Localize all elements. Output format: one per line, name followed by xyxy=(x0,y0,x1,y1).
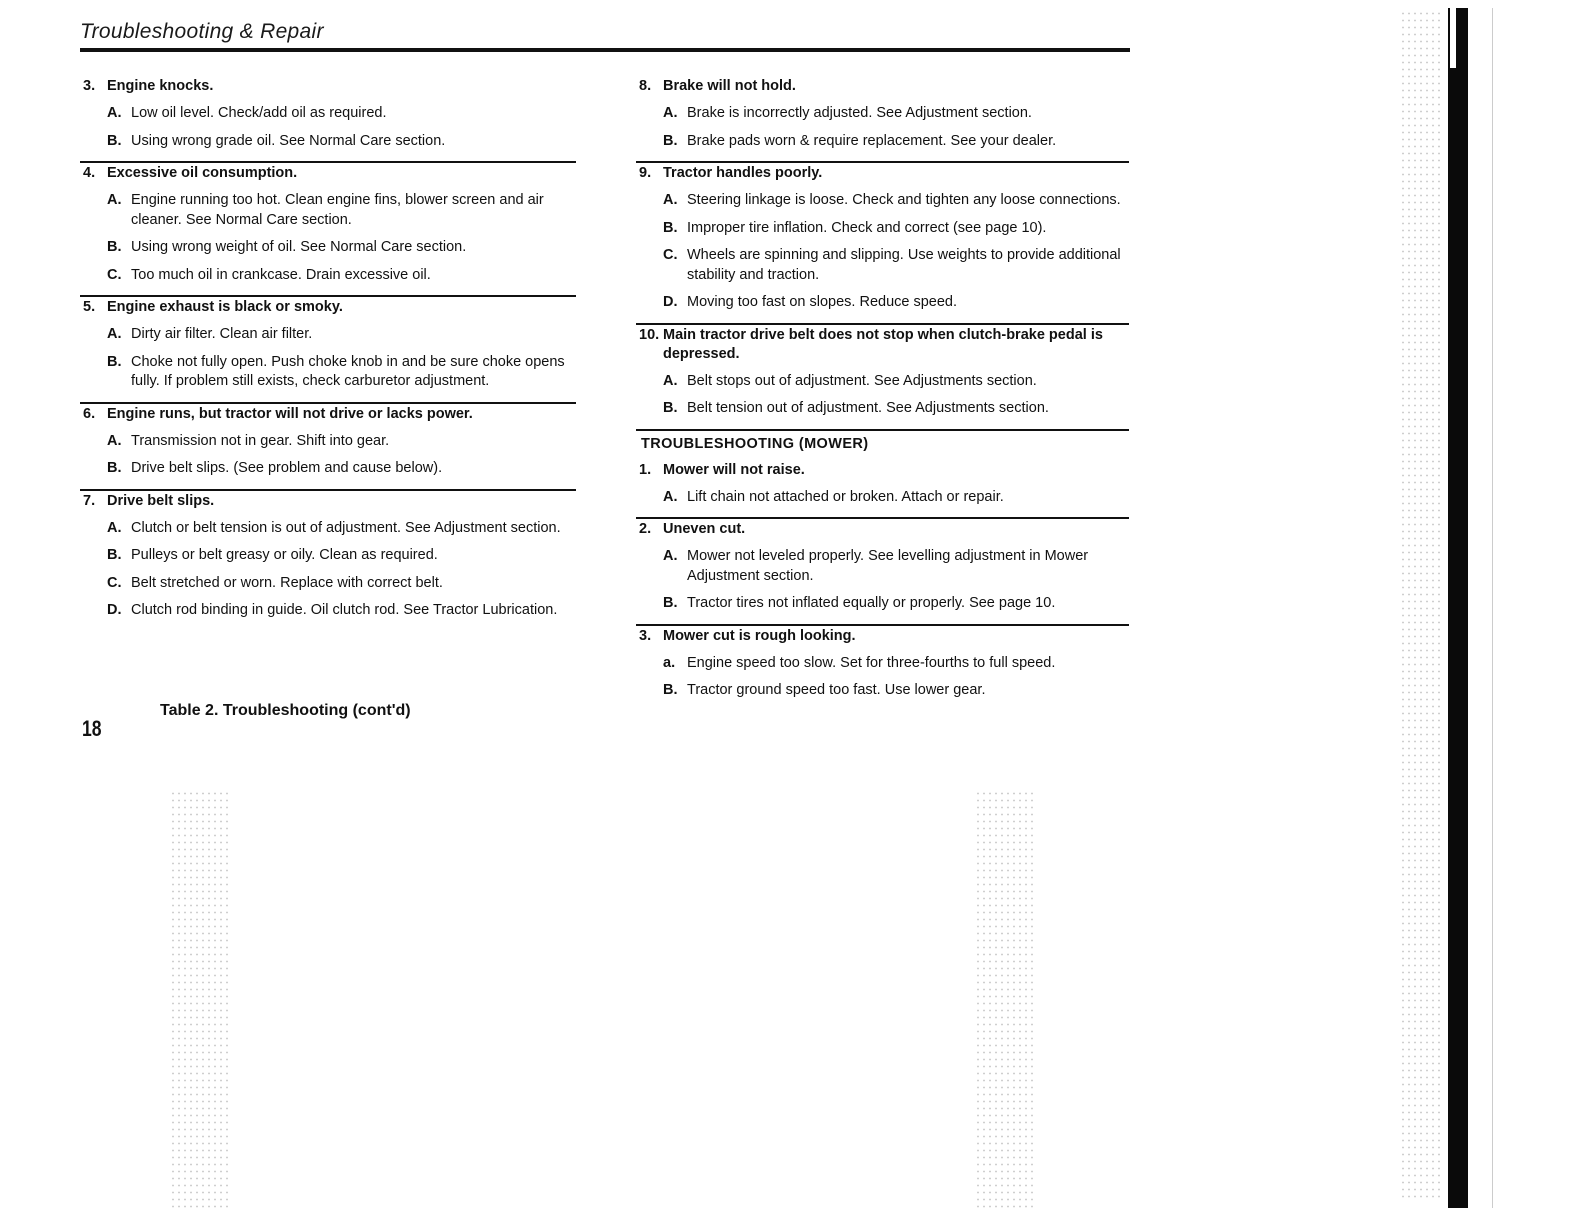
cause-item xyxy=(636,681,1129,701)
cause-item xyxy=(80,601,576,621)
problem-number: 7. xyxy=(83,492,96,509)
cause-text: Using wrong weight of oil. See Normal Care section. xyxy=(131,239,467,255)
cause-letter: B. xyxy=(107,239,122,255)
problem-title xyxy=(636,325,1129,364)
cause-letter: A. xyxy=(107,326,122,342)
cause-text: Too much oil in crankcase. Drain excessive oil. xyxy=(131,266,431,283)
cause-item xyxy=(80,574,576,594)
problem-title xyxy=(80,297,576,317)
cause-text: Using wrong grade oil. See Normal Care section. xyxy=(131,132,446,149)
problem-title-text: Tractor handles poorly. xyxy=(663,165,823,181)
cause-letter: C. xyxy=(663,247,678,263)
problem-title-text: Drive belt slips. xyxy=(107,492,215,509)
cause-item xyxy=(80,459,576,479)
cause-letter: A. xyxy=(107,432,122,449)
problem-number: 8. xyxy=(639,78,652,94)
cause-item xyxy=(636,191,1129,211)
cause-item xyxy=(636,104,1129,124)
cause-item xyxy=(80,238,576,258)
cause-item xyxy=(80,546,576,566)
problem-item xyxy=(80,404,576,491)
cause-letter: D. xyxy=(107,602,122,618)
problem-number: 3. xyxy=(639,627,652,644)
problem-number: 2. xyxy=(639,521,652,537)
problem-item xyxy=(636,626,1129,711)
cause-item xyxy=(80,191,576,230)
cause-letter: A. xyxy=(663,488,678,505)
cause-letter: B. xyxy=(107,460,122,476)
cause-item xyxy=(636,219,1129,239)
cause-letter: B. xyxy=(663,400,678,416)
cause-text: Wheels are spinning and slipping. Use weights to provide additional stability and traction. xyxy=(687,247,1121,283)
cause-item xyxy=(80,104,576,124)
cause-letter: A. xyxy=(663,105,678,121)
cause-item xyxy=(636,547,1129,586)
problem-title-text: Engine exhaust is black or smoky. xyxy=(107,299,343,315)
problem-item xyxy=(636,76,1129,163)
page-header-title: Troubleshooting & Repair xyxy=(80,20,324,43)
problem-title xyxy=(80,76,576,96)
left-column xyxy=(80,76,576,631)
problem-item xyxy=(636,519,1129,626)
problem-title-text: Mower will not raise. xyxy=(663,461,805,478)
scan-edge-line xyxy=(1492,8,1493,1208)
cause-letter: B. xyxy=(663,682,678,698)
cause-item xyxy=(636,293,1129,313)
scan-noise xyxy=(170,790,230,1210)
cause-text: Dirty air filter. Clean air filter. xyxy=(131,326,313,342)
cause-letter: B. xyxy=(107,353,122,370)
cause-item xyxy=(80,132,576,152)
cause-text: Belt stretched or worn. Replace with correct belt. xyxy=(131,574,443,591)
problem-number: 1. xyxy=(639,461,652,478)
problem-item xyxy=(636,163,1129,325)
cause-text: Tractor tires not inflated equally or properly. See page 10. xyxy=(687,595,1056,611)
scan-edge-band xyxy=(1448,8,1468,1208)
cause-text: Low oil level. Check/add oil as required. xyxy=(131,105,387,121)
problem-title-text: Uneven cut. xyxy=(663,521,746,537)
problem-title-text: Engine knocks. xyxy=(107,78,214,94)
problem-title xyxy=(80,163,576,183)
problem-number: 6. xyxy=(83,405,96,422)
problem-number: 5. xyxy=(83,299,96,315)
cause-item xyxy=(636,488,1129,508)
cause-text: Lift chain not attached or broken. Attach or repair. xyxy=(687,488,1004,505)
problem-title xyxy=(636,76,1129,96)
problem-item xyxy=(80,491,576,631)
cause-letter: B. xyxy=(663,132,678,149)
cause-letter: A. xyxy=(663,372,678,389)
problem-title-text: Excessive oil consumption. xyxy=(107,165,298,181)
cause-letter: B. xyxy=(663,595,678,611)
cause-text: Choke not fully open. Push choke knob in and be sure choke opens fully. If problem still exists, check carburetor adjustment. xyxy=(131,353,565,389)
problem-title xyxy=(636,519,1129,539)
cause-item xyxy=(636,654,1129,674)
cause-letter: A. xyxy=(107,192,122,208)
problem-item xyxy=(636,325,1129,431)
cause-text: Drive belt slips. (See problem and cause below). xyxy=(131,460,443,476)
cause-letter: A. xyxy=(663,548,678,564)
cause-item xyxy=(80,432,576,452)
problem-title-text: Engine runs, but tractor will not drive or lacks power. xyxy=(107,405,473,422)
cause-text: Steering linkage is loose. Check and tighten any loose connections. xyxy=(687,192,1121,208)
cause-text: Transmission not in gear. Shift into gear. xyxy=(131,432,390,449)
cause-letter: B. xyxy=(107,132,122,149)
cause-text: Brake pads worn & require replacement. See your dealer. xyxy=(687,132,1057,149)
problem-title xyxy=(636,626,1129,646)
mower-section-heading: TROUBLESHOOTING (MOWER) xyxy=(641,435,869,452)
scan-noise xyxy=(1400,10,1440,1200)
right-column xyxy=(636,76,1129,711)
cause-text: Belt stops out of adjustment. See Adjustments section. xyxy=(687,372,1037,389)
cause-letter: A. xyxy=(107,519,122,536)
cause-text: Moving too fast on slopes. Reduce speed. xyxy=(687,294,958,310)
mower-problems xyxy=(636,460,1129,711)
cause-letter: A. xyxy=(107,105,122,121)
cause-letter: B. xyxy=(663,219,678,236)
cause-letter: B. xyxy=(107,547,122,563)
cause-item xyxy=(636,594,1129,614)
cause-text: Engine running too hot. Clean engine fins, blower screen and air cleaner. See Normal Care section. xyxy=(131,192,544,228)
cause-item xyxy=(80,353,576,392)
problem-title-text: Mower cut is rough looking. xyxy=(663,627,856,644)
cause-letter: C. xyxy=(107,574,122,591)
table-caption: Table 2. Troubleshooting (cont'd) xyxy=(160,702,411,719)
cause-text: Improper tire inflation. Check and correct (see page 10). xyxy=(687,219,1047,236)
problem-item xyxy=(636,460,1129,520)
page-number: 18 xyxy=(82,716,102,741)
problem-title xyxy=(80,491,576,511)
cause-text: Belt tension out of adjustment. See Adjustments section. xyxy=(687,400,1049,416)
header-rule xyxy=(80,48,1130,52)
problem-number: 3. xyxy=(83,78,96,94)
cause-item xyxy=(636,372,1129,392)
scan-noise xyxy=(975,790,1035,1210)
problem-number: 10. xyxy=(639,326,660,343)
cause-text: Brake is incorrectly adjusted. See Adjustment section. xyxy=(687,105,1032,121)
problem-item xyxy=(80,76,576,163)
problem-number: 9. xyxy=(639,165,652,181)
cause-item xyxy=(636,132,1129,152)
problem-title xyxy=(636,163,1129,183)
problem-title-text: Brake will not hold. xyxy=(663,78,796,94)
right-column-problems xyxy=(636,76,1129,431)
cause-item xyxy=(636,399,1129,419)
problem-item xyxy=(80,297,576,404)
cause-text: Mower not leveled properly. See levelling adjustment in Mower Adjustment section. xyxy=(687,548,1089,584)
cause-letter: C. xyxy=(107,266,122,283)
cause-item xyxy=(80,266,576,286)
problem-title xyxy=(636,460,1129,480)
problem-title xyxy=(80,404,576,424)
cause-text: Clutch or belt tension is out of adjustment. See Adjustment section. xyxy=(131,519,561,536)
cause-letter: D. xyxy=(663,294,678,310)
cause-item xyxy=(80,519,576,539)
problem-item xyxy=(80,163,576,297)
cause-text: Pulleys or belt greasy or oily. Clean as required. xyxy=(131,547,438,563)
cause-letter: a. xyxy=(663,654,676,671)
cause-letter: A. xyxy=(663,192,678,208)
cause-item xyxy=(636,246,1129,285)
problem-number: 4. xyxy=(83,165,96,181)
cause-item xyxy=(80,325,576,345)
cause-text: Tractor ground speed too fast. Use lower gear. xyxy=(687,682,986,698)
cause-text: Clutch rod binding in guide. Oil clutch rod. See Tractor Lubrication. xyxy=(131,602,558,618)
cause-text: Engine speed too slow. Set for three-fourths to full speed. xyxy=(687,654,1056,671)
problem-title-text: Main tractor drive belt does not stop when clutch-brake pedal is depressed. xyxy=(663,326,1103,362)
